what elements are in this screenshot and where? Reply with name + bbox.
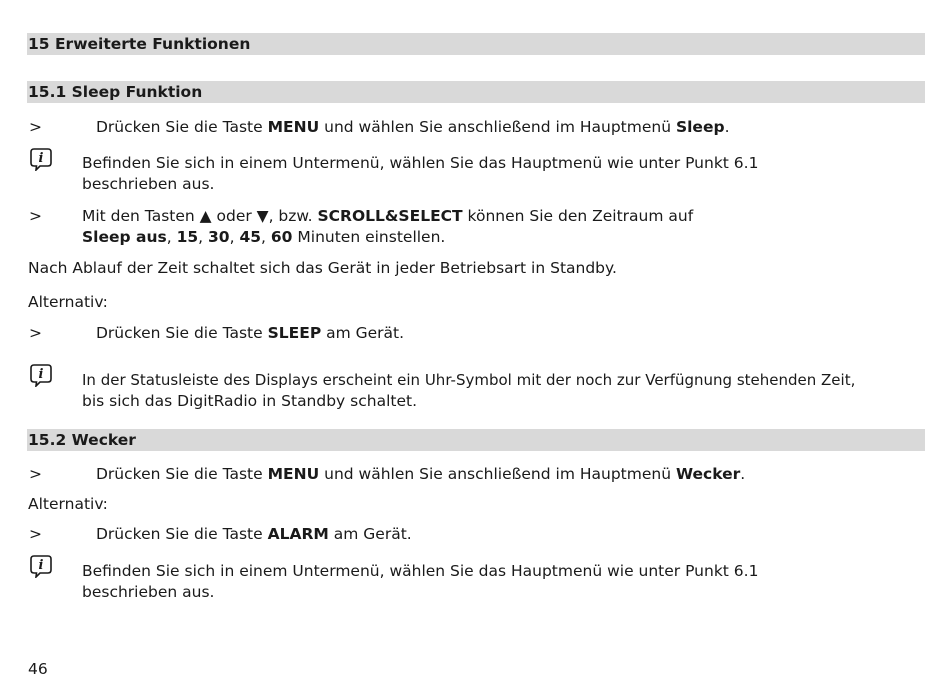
key-alarm: ALARM — [267, 525, 329, 543]
key-menu: MENU — [267, 118, 320, 136]
text: . — [740, 465, 746, 483]
key-sleep: SLEEP — [267, 324, 322, 342]
separator: , — [229, 228, 240, 246]
text: am Gerät. — [328, 525, 412, 543]
bullet-marker: > — [29, 118, 42, 136]
instruction-sleep-key — [96, 323, 404, 344]
bullet-marker: > — [29, 324, 42, 342]
bullet-marker: > — [29, 525, 42, 543]
text: können Sie den Zeitraum auf — [462, 207, 694, 225]
text: . — [724, 118, 730, 136]
alternative-label: Alternativ: — [28, 495, 108, 513]
bullet-marker: > — [29, 207, 42, 225]
instruction-menu-wecker — [96, 464, 745, 485]
option-sleep-aus: Sleep aus — [82, 228, 167, 246]
text: Drücken Sie die Taste — [96, 324, 268, 342]
menu-sleep: Sleep — [675, 118, 725, 136]
menu-wecker: Wecker — [675, 465, 741, 483]
svg-text:i: i — [38, 558, 44, 573]
note-text: Befinden Sie sich in einem Untermenü, wählen Sie das Hauptmenü wie unter Punkt 6.1 — [82, 154, 759, 172]
key-menu: MENU — [267, 465, 320, 483]
note-text: beschrieben aus. — [82, 175, 215, 193]
instruction-alarm-key — [96, 524, 412, 545]
note-text: Befinden Sie sich in einem Untermenü, wählen Sie das Hauptmenü wie unter Punkt 6.1 — [82, 562, 759, 580]
note-text: bis sich das DigitRadio in Standby schaltet. — [82, 392, 418, 410]
key-scroll-select: SCROLL&SELECT — [317, 207, 463, 225]
text: Drücken Sie die Taste — [96, 465, 268, 483]
option-15: 15 — [176, 228, 199, 246]
page-number: 46 — [28, 660, 48, 678]
option-60: 60 — [270, 228, 293, 246]
alternative-label: Alternativ: — [28, 293, 108, 311]
option-45: 45 — [239, 228, 262, 246]
separator: , — [166, 228, 177, 246]
text: Drücken Sie die Taste — [96, 118, 268, 136]
text: und wählen Sie anschließend im Hauptmenü — [319, 118, 676, 136]
sleep-options — [82, 227, 445, 248]
info-icon — [29, 554, 53, 578]
text: Minuten einstellen. — [292, 228, 446, 246]
separator: , — [261, 228, 271, 246]
text: am Gerät. — [321, 324, 405, 342]
option-30: 30 — [208, 228, 230, 246]
paragraph: Nach Ablauf der Zeit schaltet sich das Gerät in jeder Betriebsart in Standby. — [28, 259, 617, 277]
info-icon — [29, 363, 53, 387]
section-heading-sleep: 15.1 Sleep Funktion — [27, 81, 925, 103]
svg-text:i: i — [38, 151, 44, 166]
section-heading-wecker: 15.2 Wecker — [27, 429, 925, 451]
instruction-menu-sleep — [96, 117, 730, 138]
chapter-heading: 15 Erweiterte Funktionen — [27, 33, 925, 55]
note-text: In der Statusleiste des Displays erscheint ein Uhr-Symbol mit der noch zur Verfügnung stehenden Zeit, — [82, 371, 856, 389]
text: und wählen Sie anschließend im Hauptmenü — [319, 465, 676, 483]
info-icon — [29, 147, 53, 171]
separator: , — [198, 228, 209, 246]
text: Drücken Sie die Taste — [96, 525, 268, 543]
svg-text:i: i — [38, 367, 44, 382]
bullet-marker: > — [29, 465, 42, 483]
text: Mit den Tasten ▲ oder ▼, bzw. — [82, 207, 318, 225]
instruction-scroll — [82, 206, 693, 227]
note-text: beschrieben aus. — [82, 583, 215, 601]
